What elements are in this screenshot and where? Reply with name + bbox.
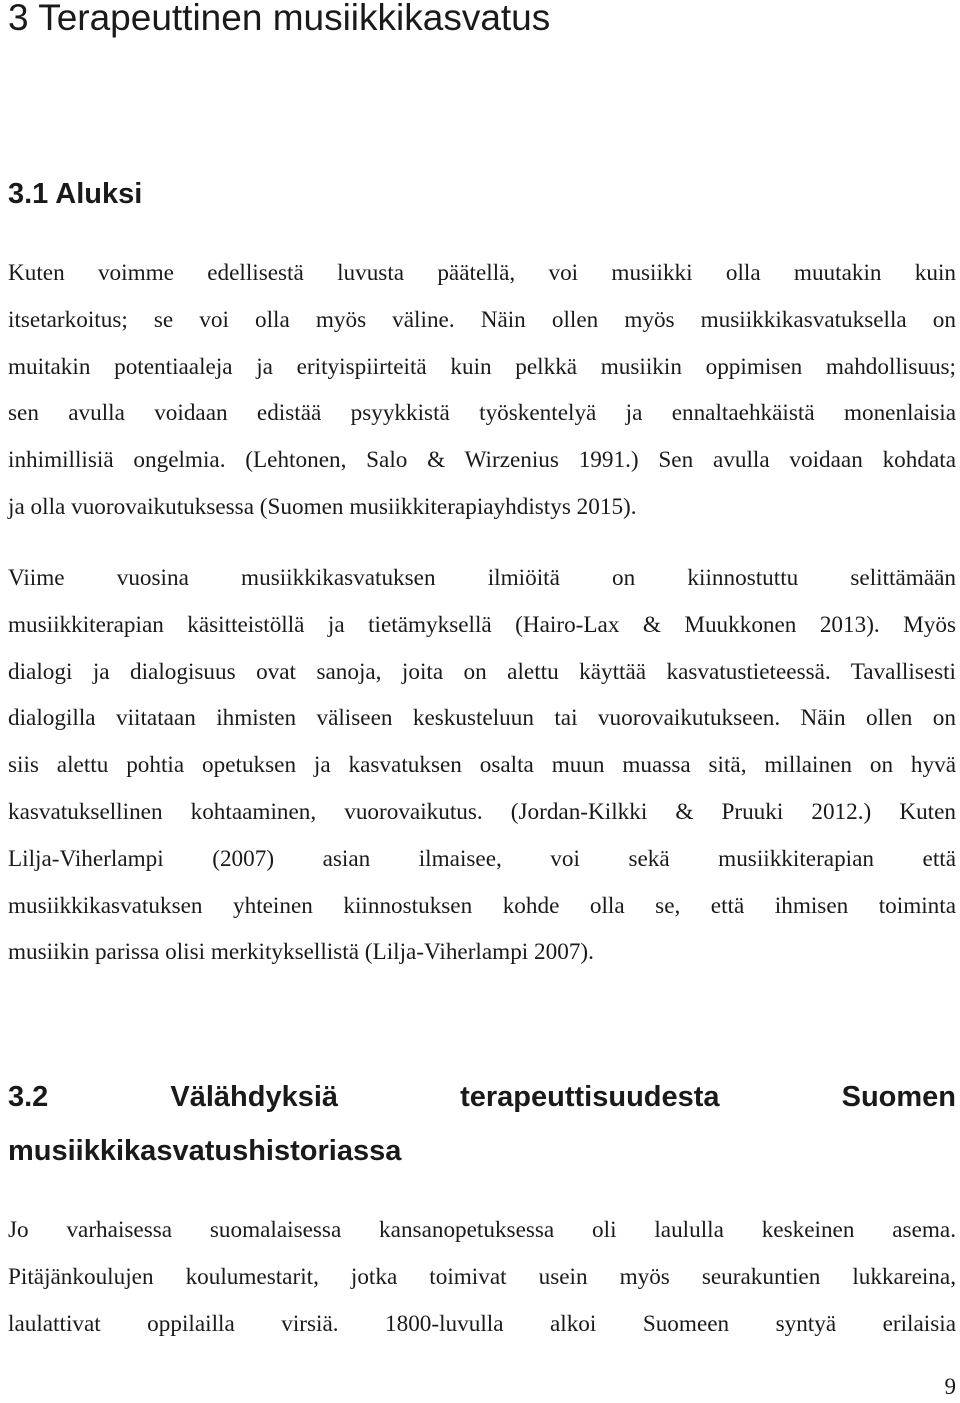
- paragraph-dialogue: [8, 555, 956, 976]
- text-line: Kuten voimme edellisestä luvusta päätellä, voi musiikki olla muutakin kuin: [8, 260, 956, 286]
- text-line: Pitäjänkoulujen koulumestarit, jotka toimivat usein myös seurakuntien lukkareina,: [8, 1263, 956, 1290]
- section-title-aluksi: 3.1 Aluksi: [8, 178, 143, 210]
- section-title-valahdyksia: [8, 1070, 956, 1178]
- text-line: dialogilla viitataan ihmisten väliseen keskusteluun tai vuorovaikutukseen. Näin ollen on: [8, 705, 956, 732]
- text-line: kasvatuksellinen kohtaaminen, vuorovaikutus. (Jordan-Kilkki & Pruuki 2012.) Kuten: [8, 798, 956, 825]
- text-line: laulattivat oppilailla virsiä. 1800-luvulla alkoi Suomeen syntyä erilaisia: [8, 1310, 956, 1337]
- page-number: 9: [944, 1374, 956, 1399]
- text-line: siis alettu pohtia opetuksen ja kasvatuksen osalta muun muassa sitä, millainen on hyvä: [8, 752, 956, 779]
- text-line: musiikin parissa olisi merkityksellistä (Lilja-Viherlampi 2007).: [8, 939, 594, 966]
- text-line: musiikkikasvatuksen yhteinen kiinnostuksen kohde olla se, että ihmisen toiminta: [8, 892, 956, 919]
- section-title-line: 3.2 Välähdyksiä terapeuttisuudesta Suomen: [8, 1081, 956, 1113]
- paragraph-intro: [8, 250, 956, 531]
- text-line: musiikkiterapian käsitteistöllä ja tietämyksellä (Hairo-Lax & Muukkonen 2013). Myös: [8, 611, 956, 638]
- text-line: Viime vuosina musiikkikasvatuksen ilmiöitä on kiinnostuttu selittämään: [8, 565, 956, 591]
- section-title-line: musiikkikasvatushistoriassa: [8, 1135, 402, 1167]
- text-line: dialogi ja dialogisuus ovat sanoja, joita on alettu käyttää kasvatustieteessä. Tavallisesti: [8, 658, 956, 685]
- text-line: Lilja-Viherlampi (2007) asian ilmaisee, voi sekä musiikkiterapian että: [8, 845, 956, 872]
- text-line: ja olla vuorovaikutuksessa (Suomen musiikkiterapiayhdistys 2015).: [8, 493, 637, 520]
- text-line: muitakin potentiaaleja ja erityispiirteitä kuin pelkkä musiikin oppimisen mahdollisuus;: [8, 353, 956, 380]
- paragraph-history: [8, 1207, 956, 1347]
- text-line: Jo varhaisessa suomalaisessa kansanopetuksessa oli laululla keskeinen asema.: [8, 1217, 956, 1243]
- text-line: sen avulla voidaan edistää psyykkistä työskentelyä ja ennaltaehkäistä monenlaisia: [8, 400, 956, 427]
- text-line: itsetarkoitus; se voi olla myös väline. Näin ollen myös musiikkikasvatuksella on: [8, 306, 956, 333]
- chapter-title: 3 Terapeuttinen musiikkikasvatus: [8, 0, 551, 38]
- text-line: inhimillisiä ongelmia. (Lehtonen, Salo & Wirzenius 1991.) Sen avulla voidaan kohdata: [8, 447, 956, 474]
